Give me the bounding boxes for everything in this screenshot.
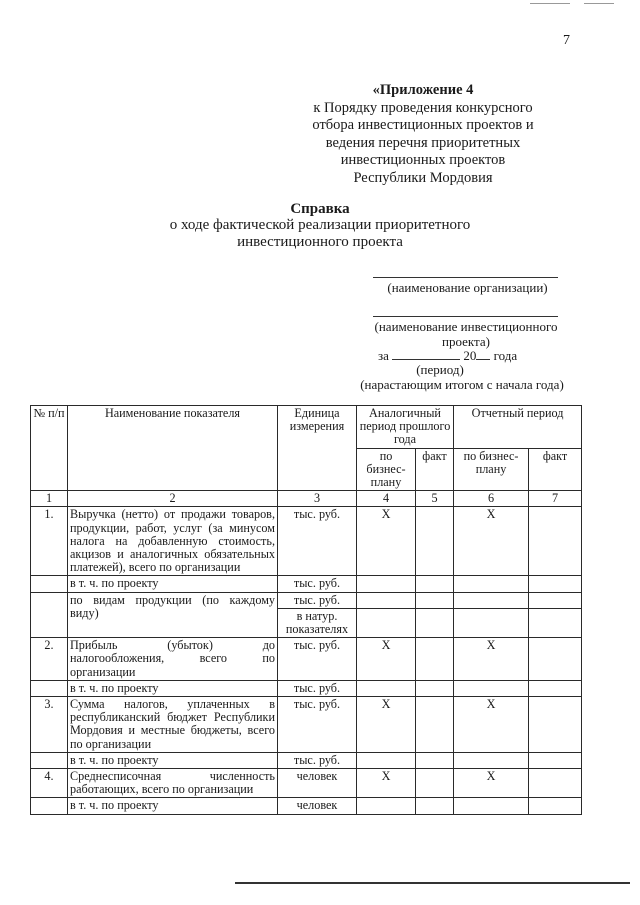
empty-cell xyxy=(31,752,68,768)
column-number: 1 xyxy=(31,491,68,507)
appendix-line: Республики Мордовия xyxy=(353,169,493,186)
row-unit: тыс. руб. xyxy=(278,752,357,768)
table-row xyxy=(31,592,582,608)
empty-cell xyxy=(529,697,582,753)
report-table xyxy=(30,405,582,815)
empty-cell xyxy=(357,752,416,768)
empty-cell xyxy=(357,608,416,637)
period-blank xyxy=(392,347,460,360)
row-unit: человек xyxy=(278,798,357,814)
empty-cell xyxy=(454,680,529,696)
table-row xyxy=(31,638,582,681)
table-row xyxy=(31,507,582,576)
empty-cell xyxy=(357,592,416,608)
row-unit: тыс. руб. xyxy=(278,576,357,592)
appendix-line: инвестиционных проектов xyxy=(340,152,506,168)
empty-cell xyxy=(529,507,582,576)
x-mark: X xyxy=(357,507,416,576)
year-blank xyxy=(476,347,490,360)
empty-cell xyxy=(31,576,68,592)
header-unit: Единица измерения xyxy=(278,406,357,491)
period-year: 20 xyxy=(463,348,477,363)
appendix-title: «Приложение 4 xyxy=(372,82,474,98)
row-num: 2. xyxy=(31,638,68,681)
cumulative-caption: (нарастающим итогом с начала года) xyxy=(360,377,564,392)
table-row xyxy=(31,769,582,798)
x-mark: X xyxy=(454,507,529,576)
project-blank xyxy=(373,316,558,317)
empty-cell xyxy=(357,680,416,696)
empty-cell xyxy=(357,576,416,592)
row-name: Сумма налогов, уплаченных в республиканский бюджет Республики Мордовия и местные бюджеты, всего по организации xyxy=(68,697,278,753)
x-mark: X xyxy=(454,697,529,753)
column-number: 5 xyxy=(416,491,454,507)
empty-cell xyxy=(529,752,582,768)
appendix-line: отбора инвестиционных проектов и xyxy=(312,117,534,133)
empty-cell xyxy=(31,798,68,814)
column-number: 4 xyxy=(357,491,416,507)
x-mark: X xyxy=(454,638,529,681)
row-unit: тыс. руб. xyxy=(278,697,357,753)
header-report-period: Отчетный период xyxy=(454,406,582,449)
empty-cell xyxy=(416,769,454,798)
row-unit: тыс. руб. xyxy=(278,638,357,681)
empty-cell xyxy=(416,638,454,681)
row-name: Прибыль (убыток) до налогообложения, всего по организации xyxy=(68,638,278,681)
empty-cell xyxy=(454,752,529,768)
row-unit: тыс. руб. xyxy=(278,507,357,576)
empty-cell xyxy=(416,507,454,576)
column-number: 6 xyxy=(454,491,529,507)
empty-cell xyxy=(357,798,416,814)
page-bottom-rule xyxy=(235,882,630,884)
empty-cell xyxy=(416,752,454,768)
period-prefix: за xyxy=(378,348,389,363)
row-name: Среднесписочная численность работающих, всего по организации xyxy=(68,769,278,798)
x-mark: X xyxy=(454,769,529,798)
empty-cell xyxy=(416,798,454,814)
empty-cell xyxy=(529,638,582,681)
x-mark: X xyxy=(357,638,416,681)
row-num: 1. xyxy=(31,507,68,576)
appendix-line: ведения перечня приоритетных xyxy=(325,134,521,151)
row-unit: человек xyxy=(278,769,357,798)
empty-cell xyxy=(454,592,529,608)
empty-cell xyxy=(454,798,529,814)
empty-cell xyxy=(529,769,582,798)
header-fact-prev: факт xyxy=(416,448,454,491)
header-num: № п/п xyxy=(31,406,68,491)
table-row xyxy=(31,576,582,592)
row-num: 3. xyxy=(31,697,68,753)
organization-blank xyxy=(373,277,558,278)
subtitle-line: о ходе фактической реализации приоритетного xyxy=(169,217,471,233)
empty-cell xyxy=(31,592,68,638)
empty-cell xyxy=(529,576,582,592)
appendix-line: к Порядку проведения конкурсного xyxy=(313,99,533,116)
header-prev-period: Аналогичный период прошлого года xyxy=(357,406,454,449)
row-unit: тыс. руб. xyxy=(278,592,357,608)
table-row xyxy=(31,752,582,768)
table-row xyxy=(31,798,582,814)
project-caption-line: проекта) xyxy=(442,334,490,349)
subtitle-line: инвестиционного проекта xyxy=(237,234,403,250)
document-subtitle xyxy=(140,217,500,251)
scan-artifact xyxy=(584,3,614,4)
period-caption: (период) xyxy=(416,362,464,377)
empty-cell xyxy=(416,576,454,592)
empty-cell xyxy=(416,592,454,608)
table-row xyxy=(31,697,582,753)
header-by-plan-report: по бизнес-плану xyxy=(454,448,529,491)
empty-cell xyxy=(454,576,529,592)
organization-caption: (наименование организации) xyxy=(387,280,548,295)
empty-cell xyxy=(529,592,582,608)
row-name: в т. ч. по проекту xyxy=(68,798,278,814)
row-num: 4. xyxy=(31,769,68,798)
header-fact-report: факт xyxy=(529,448,582,491)
column-number-row xyxy=(31,491,582,507)
period-suffix: года xyxy=(493,348,518,363)
column-number: 7 xyxy=(529,491,582,507)
row-unit: тыс. руб. xyxy=(278,680,357,696)
header-name: Наименование показателя xyxy=(68,406,278,491)
scan-artifact xyxy=(530,3,570,4)
empty-cell xyxy=(416,680,454,696)
row-name: по видам продукции (по каждому виду) xyxy=(68,592,278,638)
document-title: Справка xyxy=(290,201,350,217)
empty-cell xyxy=(529,608,582,637)
row-name: Выручка (нетто) от продажи товаров, продукции, работ, услуг (за минусом налога на добавленную стоимость, акцизов и аналогичных обязательных платежей), всего по организации xyxy=(68,507,278,576)
x-mark: X xyxy=(357,697,416,753)
header-row xyxy=(31,406,582,449)
project-caption xyxy=(366,319,566,349)
row-name: в т. ч. по проекту xyxy=(68,680,278,696)
empty-cell xyxy=(454,608,529,637)
column-number: 2 xyxy=(68,491,278,507)
row-name: в т. ч. по проекту xyxy=(68,576,278,592)
column-number: 3 xyxy=(278,491,357,507)
empty-cell xyxy=(529,798,582,814)
header-by-plan-prev: по бизнес-плану xyxy=(357,448,416,491)
table-row xyxy=(31,680,582,696)
empty-cell xyxy=(416,608,454,637)
empty-cell xyxy=(31,680,68,696)
empty-cell xyxy=(416,697,454,753)
row-unit: в натур. показателях xyxy=(278,608,357,637)
appendix-header xyxy=(292,82,554,187)
empty-cell xyxy=(529,680,582,696)
project-caption-line: (наименование инвестиционного xyxy=(374,319,558,334)
x-mark: X xyxy=(357,769,416,798)
row-name: в т. ч. по проекту xyxy=(68,752,278,768)
page-number: 7 xyxy=(563,33,570,48)
